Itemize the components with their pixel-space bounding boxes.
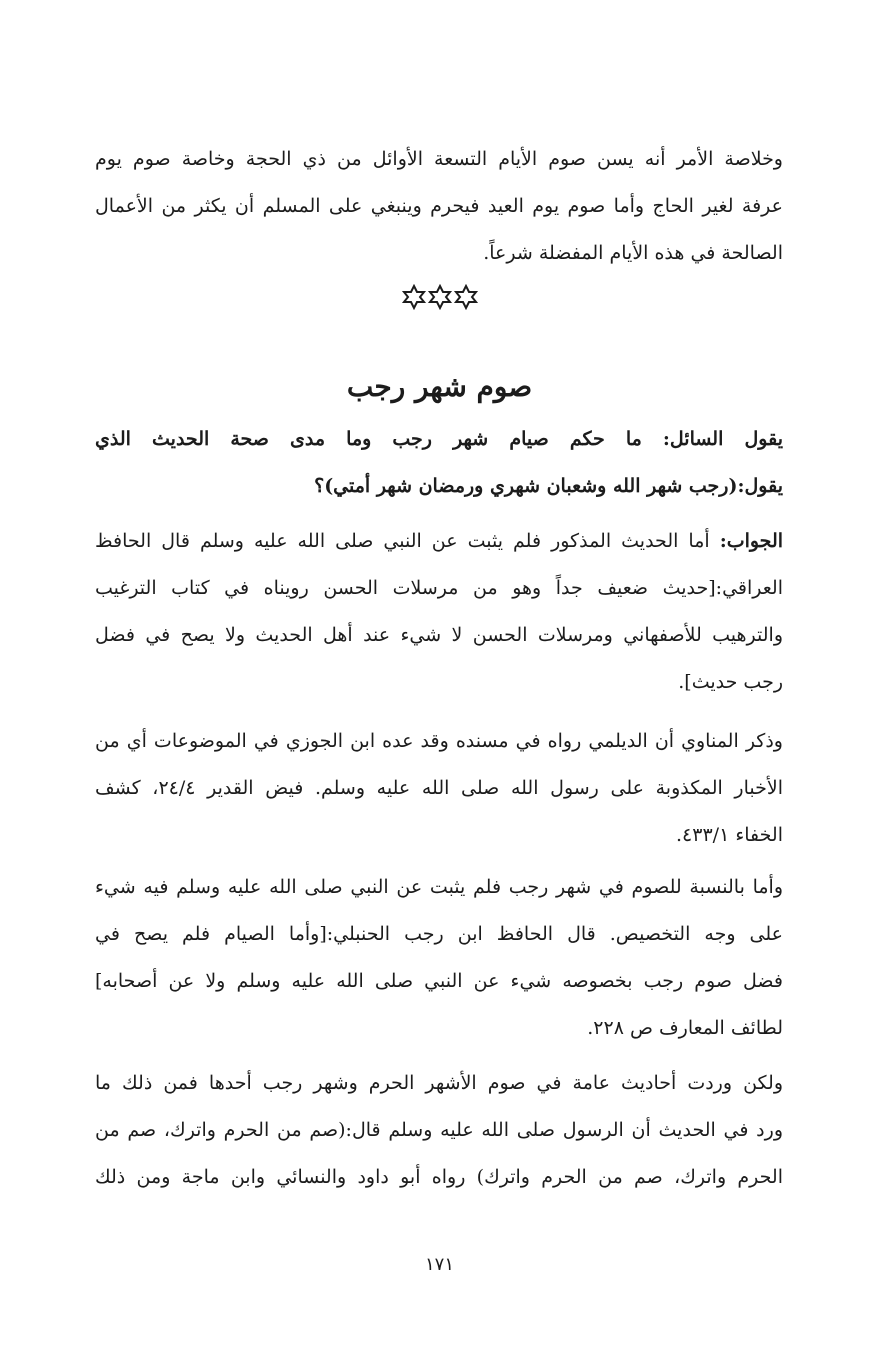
text-line: رجب حديث]. <box>678 671 783 693</box>
text-line: وذكر المناوي أن الديلمي رواه في مسنده وقد عده ابن الجوزي في الموضوعات أي من <box>95 730 783 752</box>
text-line: وخلاصة الأمر أنه يسن صوم الأيام التسعة الأوائل من ذي الحجة وخاصة صوم يوم <box>95 148 783 170</box>
answer-text: أما الحديث المذكور فلم يثبت عن النبي صلى الله عليه وسلم قال الحافظ <box>95 530 720 552</box>
text-line: لطائف المعارف ص ٢٢٨. <box>587 1017 783 1039</box>
text-line: العراقي:[حديث ضعيف جداً وهو من مرسلات الحسن رويناه في كتاب الترغيب <box>95 577 783 599</box>
paragraph-manawi <box>95 718 783 859</box>
answer-paragraph <box>95 518 783 706</box>
section-divider-ornament <box>0 284 879 314</box>
text-line: ولكن وردت أحاديث عامة في صوم الأشهر الحرم وشهر رجب أحدها فمن ذلك ما <box>95 1072 783 1094</box>
intro-paragraph <box>95 136 783 277</box>
section-heading: صوم شهر رجب <box>346 370 533 403</box>
text-line: الخفاء ٤٣٣/١. <box>676 824 783 846</box>
page-number: ١٧١ <box>424 1254 454 1275</box>
text-line: فضل صوم رجب بخصوصه شيء عن النبي صلى الله عليه وسلم ولا عن أصحابه] <box>95 970 783 992</box>
text-line: ورد في الحديث أن الرسول صلى الله عليه وسلم قال:(صم من الحرم واترك، صم من <box>95 1119 783 1141</box>
text-line: الصالحة في هذه الأيام المفضلة شرعاً. <box>483 242 783 264</box>
paragraph-sacred-months <box>95 1060 783 1201</box>
answer-label: الجواب: <box>719 530 783 552</box>
text-line: يقول:(رجب شهر الله وشعبان شهري ورمضان شهر أمتي)؟ <box>314 475 783 497</box>
text-line: وأما بالنسبة للصوم في شهر رجب فلم يثبت عن النبي صلى الله عليه وسلم فيه شيء <box>95 876 783 898</box>
text-line: الأخبار المكذوبة على رسول الله صلى الله عليه وسلم. فيض القدير ٢٤/٤، كشف <box>95 777 783 799</box>
star-ornament-icon <box>401 284 479 310</box>
text-line: الحرم واترك، صم من الحرم واترك) رواه أبو داود والنسائي وابن ماجة ومن ذلك <box>95 1166 783 1188</box>
text-line: يقول السائل: ما حكم صيام شهر رجب وما مدى صحة الحديث الذي <box>95 428 783 450</box>
text-line <box>95 518 783 565</box>
paragraph-rajab-fasting <box>95 864 783 1052</box>
question-paragraph <box>95 416 783 510</box>
text-line: على وجه التخصيص. قال الحافظ ابن رجب الحنبلي:[وأما الصيام فلم يصح في <box>95 923 783 945</box>
text-line: والترهيب للأصفهاني ومرسلات الحسن لا شيء عند أهل الحديث ولا يصح في فضل <box>95 624 783 646</box>
text-line: عرفة لغير الحاج وأما صوم يوم العيد فيحرم وينبغي على المسلم أن يكثر من الأعمال <box>95 195 783 217</box>
